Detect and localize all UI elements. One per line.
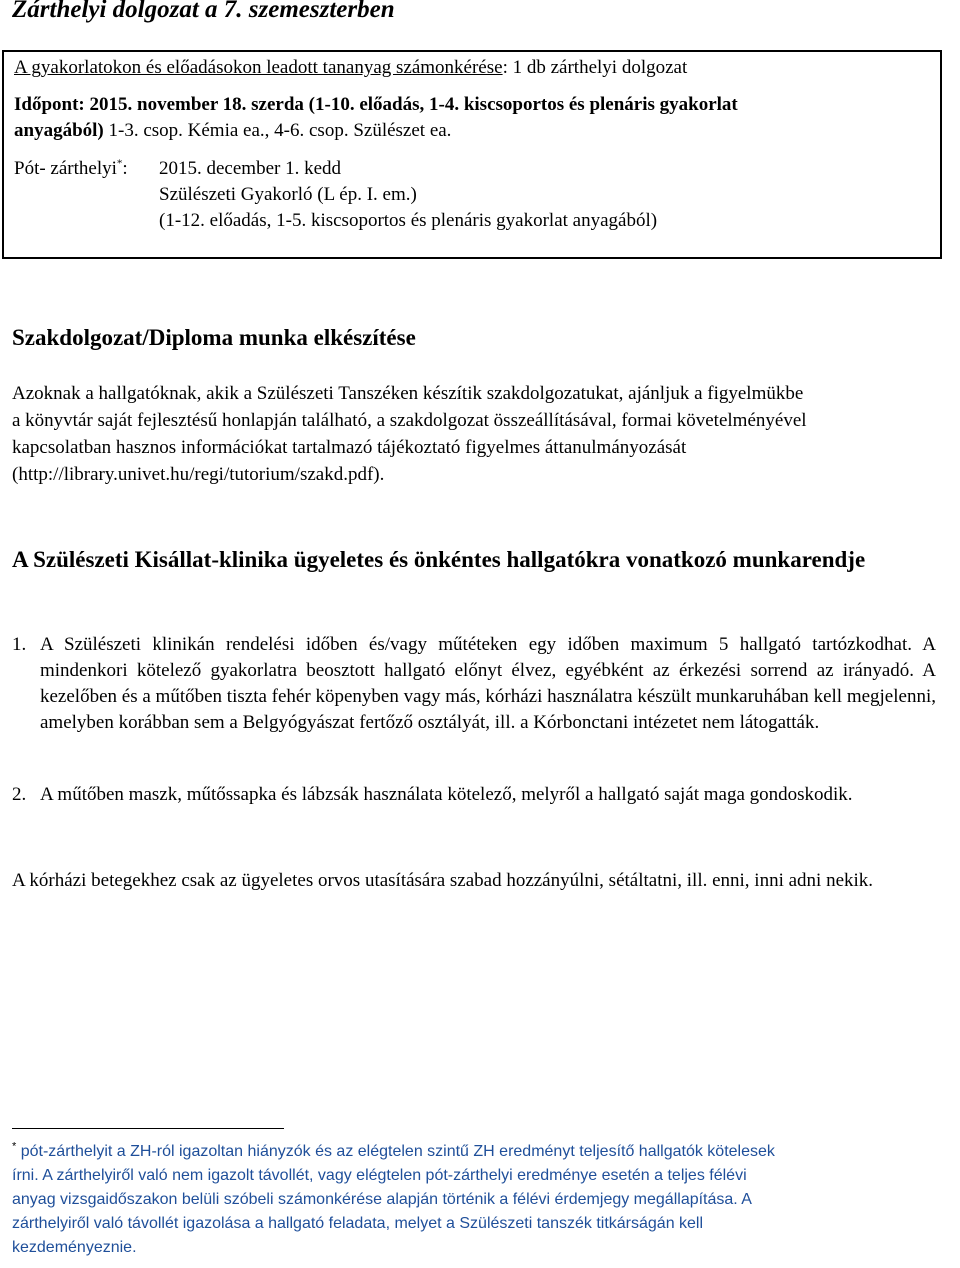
- exam-location-bold: anyagából): [14, 120, 104, 141]
- rule-item-1-text: A Szülészeti klinikán rendelési időben és/vagy műtéteken egy időben maximum 5 hallgató tartózkodhat. A mindenkori kötelező gyakorlatra beosztott hallgató előnyt élvez, egyébként az érkezési sorrend az irányadó. A kezelőben és a műtőben tiszta fehér köpenyben vagy más, kórházi használatra készült munkaruhában kell megjelenni, amelyben korábban sem a Belgyógyászat fertőző osztályát, ill. a Kórbonctani intézetet nem látogatták.: [40, 634, 936, 733]
- rule-item-2: [12, 782, 936, 808]
- rule-item-1: [12, 632, 936, 736]
- exam-topic-rest: : 1 db zárthelyi dolgozat: [502, 57, 688, 78]
- footnote-line-3: anyag vizsgaidőszakon belüli szóbeli számonkérése alapján történik a félévi érdemjegy megállapítása. A: [12, 1191, 752, 1208]
- clinic-heading: A Szülészeti Kisállat-klinika ügyeletes és önkéntes hallgatókra vonatkozó munkarendje: [12, 547, 866, 572]
- retake-scope: (1-12. előadás, 1-5. kiscsoportos és plenáris gyakorlat anyagából): [159, 210, 658, 231]
- thesis-heading: Szakdolgozat/Diploma munka elkészítése: [12, 325, 416, 350]
- exam-location-line: [14, 118, 451, 144]
- retake-place: Szülészeti Gyakorló (L ép. I. em.): [159, 184, 417, 205]
- footnote-line-5: kezdeményeznie.: [12, 1239, 137, 1256]
- rule-item-2-text: A műtőben maszk, műtőssapka és lábzsák használata kötelező, melyről a hallgató saját maga gondoskodik.: [40, 784, 853, 805]
- rule-item-1-number: 1.: [12, 634, 27, 655]
- retake-colon: :: [122, 158, 128, 179]
- footnote-divider: [12, 1128, 284, 1129]
- closing-paragraph: A kórházi betegekhez csak az ügyeletes orvos utasítására szabad hozzányúlni, sétáltatni, ill. enni, inni adni nekik.: [12, 870, 874, 891]
- retake-date: 2015. december 1. kedd: [159, 158, 342, 179]
- exam-location-rest: 1-3. csop. Kémia ea., 4-6. csop. Szülészet ea.: [103, 120, 452, 141]
- footnote-line-4: zárthelyiről való távollét igazolása a hallgató feladata, melyet a Szülészeti tanszék titkárságán kell: [12, 1215, 704, 1232]
- retake-label: Pót- zárthelyi: [14, 158, 117, 179]
- thesis-paragraph: [12, 380, 936, 488]
- footnote: [12, 1140, 927, 1260]
- thesis-line-4: (http://library.univet.hu/regi/tutorium/szakd.pdf).: [12, 464, 385, 485]
- exam-date-line: Időpont: 2015. november 18. szerda (1-10. előadás, 1-4. kiscsoportos és plenáris gyakorlat: [14, 94, 738, 115]
- retake-date-line: [14, 156, 342, 182]
- footnote-line-1-text: pót-zárthelyit a ZH-ról igazoltan hiányzók és az elégtelen szintű ZH eredményt teljesítő hallgatók kötelesek: [16, 1143, 775, 1160]
- thesis-line-2: a könyvtár saját fejlesztésű honlapján található, a szakdolgozat összeállításával, formai követelményével: [12, 410, 807, 431]
- retake-star: *: [116, 157, 123, 170]
- footnote-star: *: [12, 1140, 17, 1153]
- exam-info-box: [2, 50, 942, 259]
- page-title: Zárthelyi dolgozat a 7. szemeszterben: [12, 0, 395, 23]
- thesis-line-3: kapcsolatban hasznos információkat tartalmazó tájékoztató figyelmes áttanulmányozását: [12, 437, 687, 458]
- thesis-line-1: Azoknak a hallgatóknak, akik a Szülészeti Tanszéken készítik szakdolgozatukat, ajánljuk a figyelmükbe: [12, 383, 804, 404]
- exam-topic-line: [14, 55, 687, 81]
- footnote-line-1: [12, 1140, 927, 1164]
- rule-item-2-number: 2.: [12, 784, 27, 805]
- footnote-line-2: írni. A zárthelyiről való nem igazolt távollét, vagy elégtelen pót-zárthelyi eredménye esetén a teljes félévi: [12, 1167, 747, 1184]
- exam-topic-underlined: A gyakorlatokon és előadásokon leadott tananyag számonkérése: [14, 57, 503, 78]
